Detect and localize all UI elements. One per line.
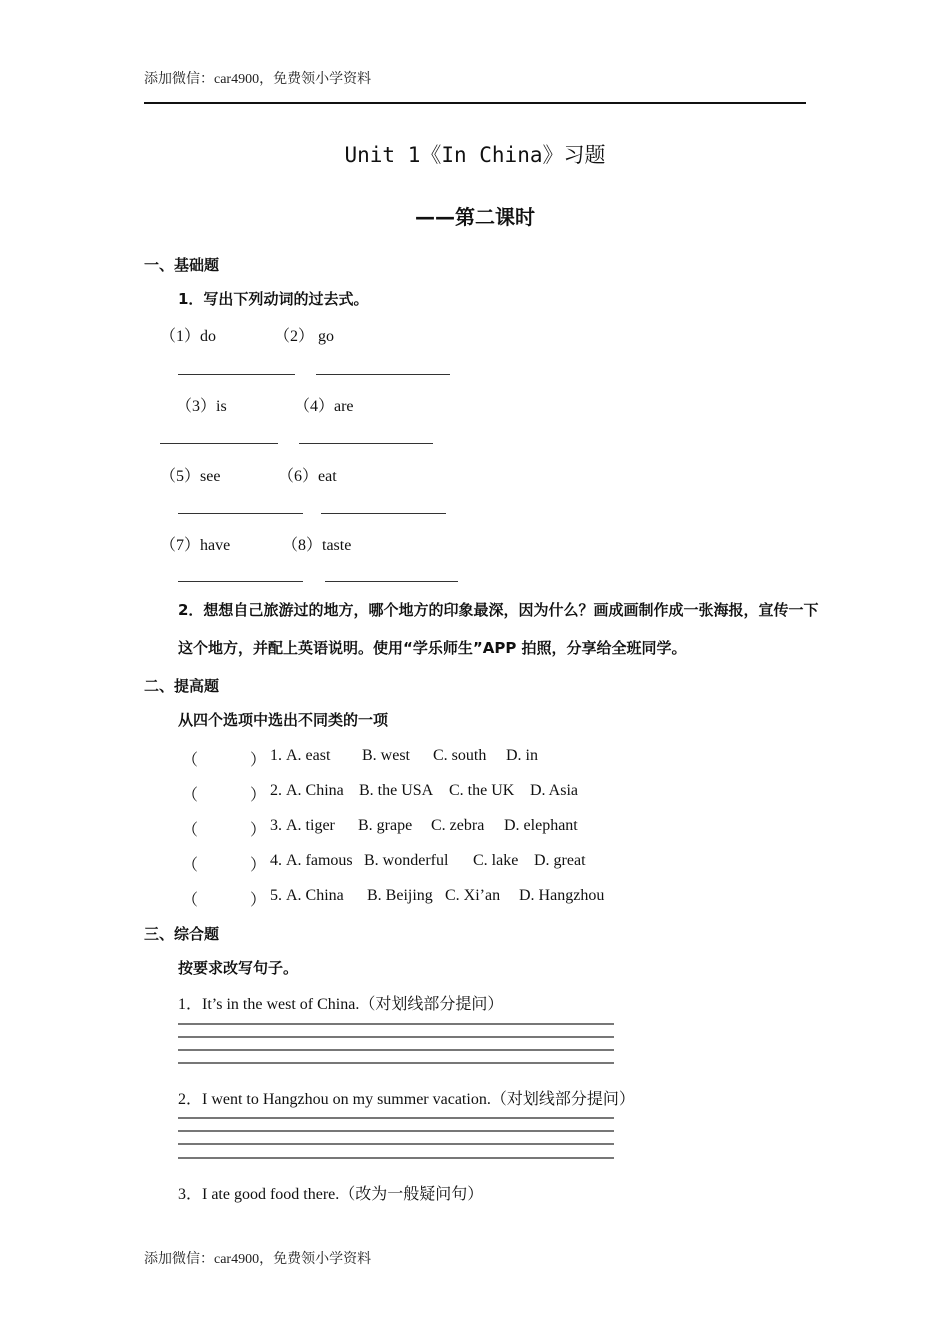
option-c: C. the UK [449, 782, 515, 799]
option-a: A. east [286, 747, 331, 764]
answer-paren-open[interactable]: （ [182, 857, 199, 874]
question-number: 1. [270, 747, 282, 764]
page-title: Unit 1《In China》习题 [344, 143, 606, 167]
section2-instruction: 从四个选项中选出不同类的一项 [178, 711, 389, 729]
verb-item: （4）are [294, 398, 354, 415]
question-number: 4. [270, 852, 282, 869]
verb-item: （2） go [274, 328, 335, 345]
section-heading-basic: 一、基础题 [144, 256, 220, 274]
option-c: C. lake [473, 852, 519, 869]
option-b: B. wonderful [364, 852, 449, 869]
option-b: B. Beijing [367, 887, 433, 904]
verb-item: （1）do [160, 328, 217, 345]
option-c: C. Xi’an [445, 887, 501, 904]
option-a: A. China [286, 782, 344, 799]
writing-line[interactable] [178, 1023, 614, 1025]
option-b: B. the USA [359, 782, 434, 799]
writing-line[interactable] [178, 1130, 614, 1132]
verb-item: （3）is [176, 398, 227, 415]
question-number: 3. [270, 817, 282, 834]
answer-paren-close: ） [250, 892, 267, 909]
header-rule [144, 102, 806, 104]
option-a: A. tiger [286, 817, 335, 834]
answer-blank[interactable] [325, 581, 458, 582]
writing-line[interactable] [178, 1157, 614, 1159]
option-a: A. China [286, 887, 344, 904]
verb-item: （6）eat [278, 468, 337, 485]
section-heading-comprehensive: 三、综合题 [144, 925, 220, 943]
answer-blank[interactable] [178, 581, 303, 582]
page-subtitle: ——第二课时 [415, 205, 535, 229]
rewrite-item: 2．I went to Hangzhou on my summer vacation.（对划线部分提问） [178, 1091, 635, 1108]
question-number: 5. [270, 887, 282, 904]
option-b: B. grape [358, 817, 413, 834]
answer-paren-close: ） [250, 857, 267, 874]
answer-blank[interactable] [178, 513, 303, 514]
answer-blank[interactable] [299, 443, 433, 444]
verb-item: （8）taste [282, 537, 352, 554]
rewrite-item: 3．I ate good food there.（改为一般疑问句） [178, 1186, 484, 1203]
option-c: C. zebra [431, 817, 485, 834]
writing-line[interactable] [178, 1049, 614, 1051]
section-heading-advanced: 二、提高题 [144, 677, 220, 695]
answer-paren-close: ） [250, 752, 267, 769]
rewrite-item: 1．It’s in the west of China.（对划线部分提问） [178, 996, 504, 1013]
answer-paren-open[interactable]: （ [182, 892, 199, 909]
page-footer: 添加微信：car4900，免费领小学资料 [144, 1252, 372, 1267]
option-d: D. Asia [530, 782, 578, 799]
answer-paren-open[interactable]: （ [182, 752, 199, 769]
writing-line[interactable] [178, 1062, 614, 1064]
option-d: D. in [506, 747, 538, 764]
option-a: A. famous [286, 852, 353, 869]
answer-blank[interactable] [316, 374, 450, 375]
option-d: D. Hangzhou [519, 887, 605, 904]
q1-prompt: 1．写出下列动词的过去式。 [178, 290, 369, 308]
question-number: 2. [270, 782, 282, 799]
option-b: B. west [362, 747, 410, 764]
answer-paren-open[interactable]: （ [182, 787, 199, 804]
answer-paren-open[interactable]: （ [182, 822, 199, 839]
page-header: 添加微信：car4900，免费领小学资料 [144, 72, 372, 87]
answer-blank[interactable] [178, 374, 295, 375]
option-c: C. south [433, 747, 487, 764]
verb-item: （7）have [160, 537, 231, 554]
answer-blank[interactable] [160, 443, 278, 444]
section3-instruction: 按要求改写句子。 [178, 959, 299, 977]
option-d: D. elephant [504, 817, 578, 834]
option-d: D. great [534, 852, 586, 869]
writing-line[interactable] [178, 1117, 614, 1119]
writing-line[interactable] [178, 1143, 614, 1145]
writing-line[interactable] [178, 1036, 614, 1038]
answer-blank[interactable] [321, 513, 446, 514]
answer-paren-close: ） [250, 822, 267, 839]
verb-item: （5）see [160, 468, 221, 485]
q2-text: 2．想想自己旅游过的地方，哪个地方的印象最深，因为什么？画成画制作成一张海报，宣传一下这个地方，并配上英语说明。使用“学乐师生”APP 拍照，分享给全班同学。 [178, 601, 819, 657]
answer-paren-close: ） [250, 787, 267, 804]
